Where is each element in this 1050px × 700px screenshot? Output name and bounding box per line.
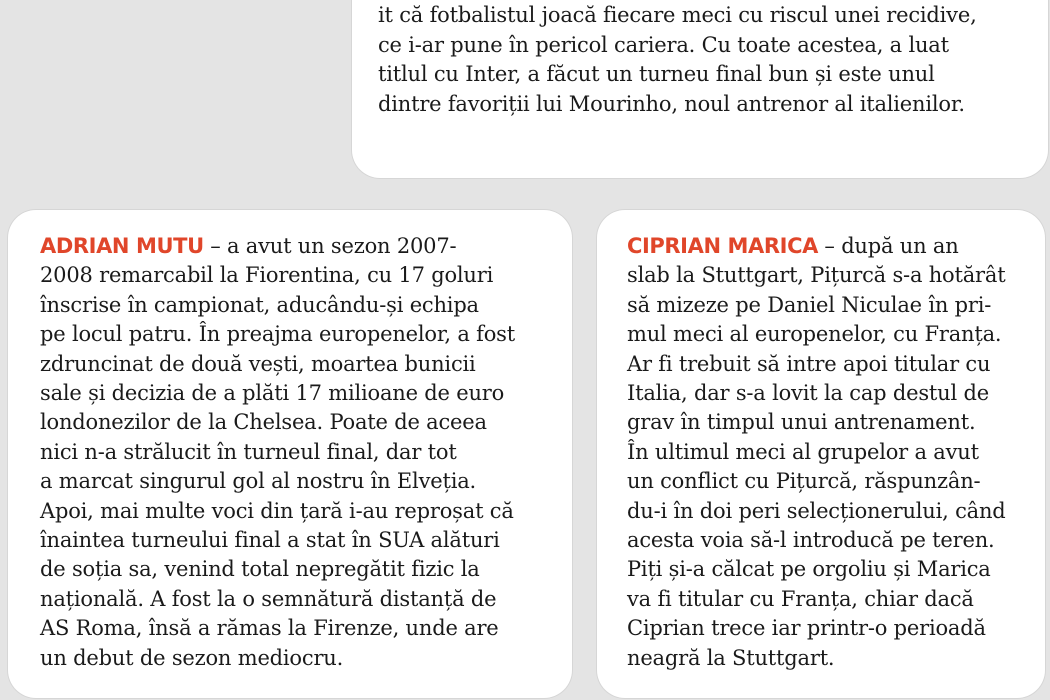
text-line: grav în timpul unui antrenament. xyxy=(627,410,976,435)
article-text-top xyxy=(378,0,1038,119)
text-line: du-i în doi peri selecționerului, când xyxy=(627,498,1006,523)
text-line: Piți și-a călcat pe orgoliu și Marica xyxy=(627,557,991,582)
text-line: londonezilor de la Chelsea. Poate de aceea xyxy=(40,410,487,435)
text-line: nici n-a strălucit în turneul final, dar tot xyxy=(40,439,457,464)
text-line: În ultimul meci al grupelor a avut xyxy=(627,439,979,464)
player-name-ciprian-marica: CIPRIAN MARICA xyxy=(627,234,818,258)
article-box-top xyxy=(352,0,1048,178)
text-line: un debut de sezon mediocru. xyxy=(40,645,344,670)
text-line: a marcat singurul gol al nostru în Elveția. xyxy=(40,469,477,494)
text-line: înscrise în campionat, aducându-și echipa xyxy=(40,292,479,317)
text-fragment: – a avut un sezon 2007- xyxy=(203,234,457,258)
player-name-adrian-mutu: ADRIAN MUTU xyxy=(40,234,204,258)
text-line: sale și decizia de a plăti 17 milioane de euro xyxy=(40,381,505,406)
text-line: acesta voia să-l introducă pe teren. xyxy=(627,528,995,553)
text-line: Ar fi trebuit să intre apoi titular cu xyxy=(627,351,991,376)
text-line: it că fotbalistul joacă fiecare meci cu riscul unei recidive, xyxy=(378,3,977,28)
text-line: ce i-ar pune în pericol cariera. Cu toate acestea, a luat xyxy=(378,32,949,57)
article-box-adrian-mutu xyxy=(8,210,572,698)
article-text-ciprian-marica xyxy=(627,232,1039,673)
text-line: Ciprian trece iar printr-o perioadă xyxy=(627,616,986,641)
text-line: pe locul patru. În preajma europenelor, a fost xyxy=(40,322,515,347)
article-box-ciprian-marica xyxy=(597,210,1045,698)
text-line: AS Roma, însă a rămas la Firenze, unde are xyxy=(40,616,499,641)
text-line xyxy=(40,232,565,261)
text-line xyxy=(627,232,1039,261)
text-line: de soția sa, venind total nepregătit fizic la xyxy=(40,557,480,582)
text-fragment: – după un an xyxy=(817,234,959,258)
text-line: Apoi, mai multe voci din țară i-au reproșat că xyxy=(40,498,514,523)
text-line: înaintea turneului final a stat în SUA alături xyxy=(40,528,500,553)
text-line: zdruncinat de două vești, moartea bunicii xyxy=(40,351,476,376)
text-line: națională. A fost la o semnătură distanță de xyxy=(40,586,497,611)
text-line: neagră la Stuttgart. xyxy=(627,645,835,670)
article-text-adrian-mutu xyxy=(40,232,565,673)
text-line: dintre favoriții lui Mourinho, noul antrenor al italienilor. xyxy=(378,91,965,116)
text-line: mul meci al europenelor, cu Franța. xyxy=(627,322,1002,347)
text-line: Italia, dar s-a lovit la cap destul de xyxy=(627,381,989,406)
text-line: să mizeze pe Daniel Niculae în pri- xyxy=(627,292,992,317)
text-line: 2008 remarcabil la Fiorentina, cu 17 goluri xyxy=(40,263,494,288)
text-line: titlul cu Inter, a făcut un turneu final bun și este unul xyxy=(378,62,935,87)
text-line: va fi titular cu Franța, chiar dacă xyxy=(627,586,974,611)
text-line: un conflict cu Pițurcă, răspunzân- xyxy=(627,469,981,494)
text-line: slab la Stuttgart, Pițurcă s-a hotărât xyxy=(627,263,1006,288)
